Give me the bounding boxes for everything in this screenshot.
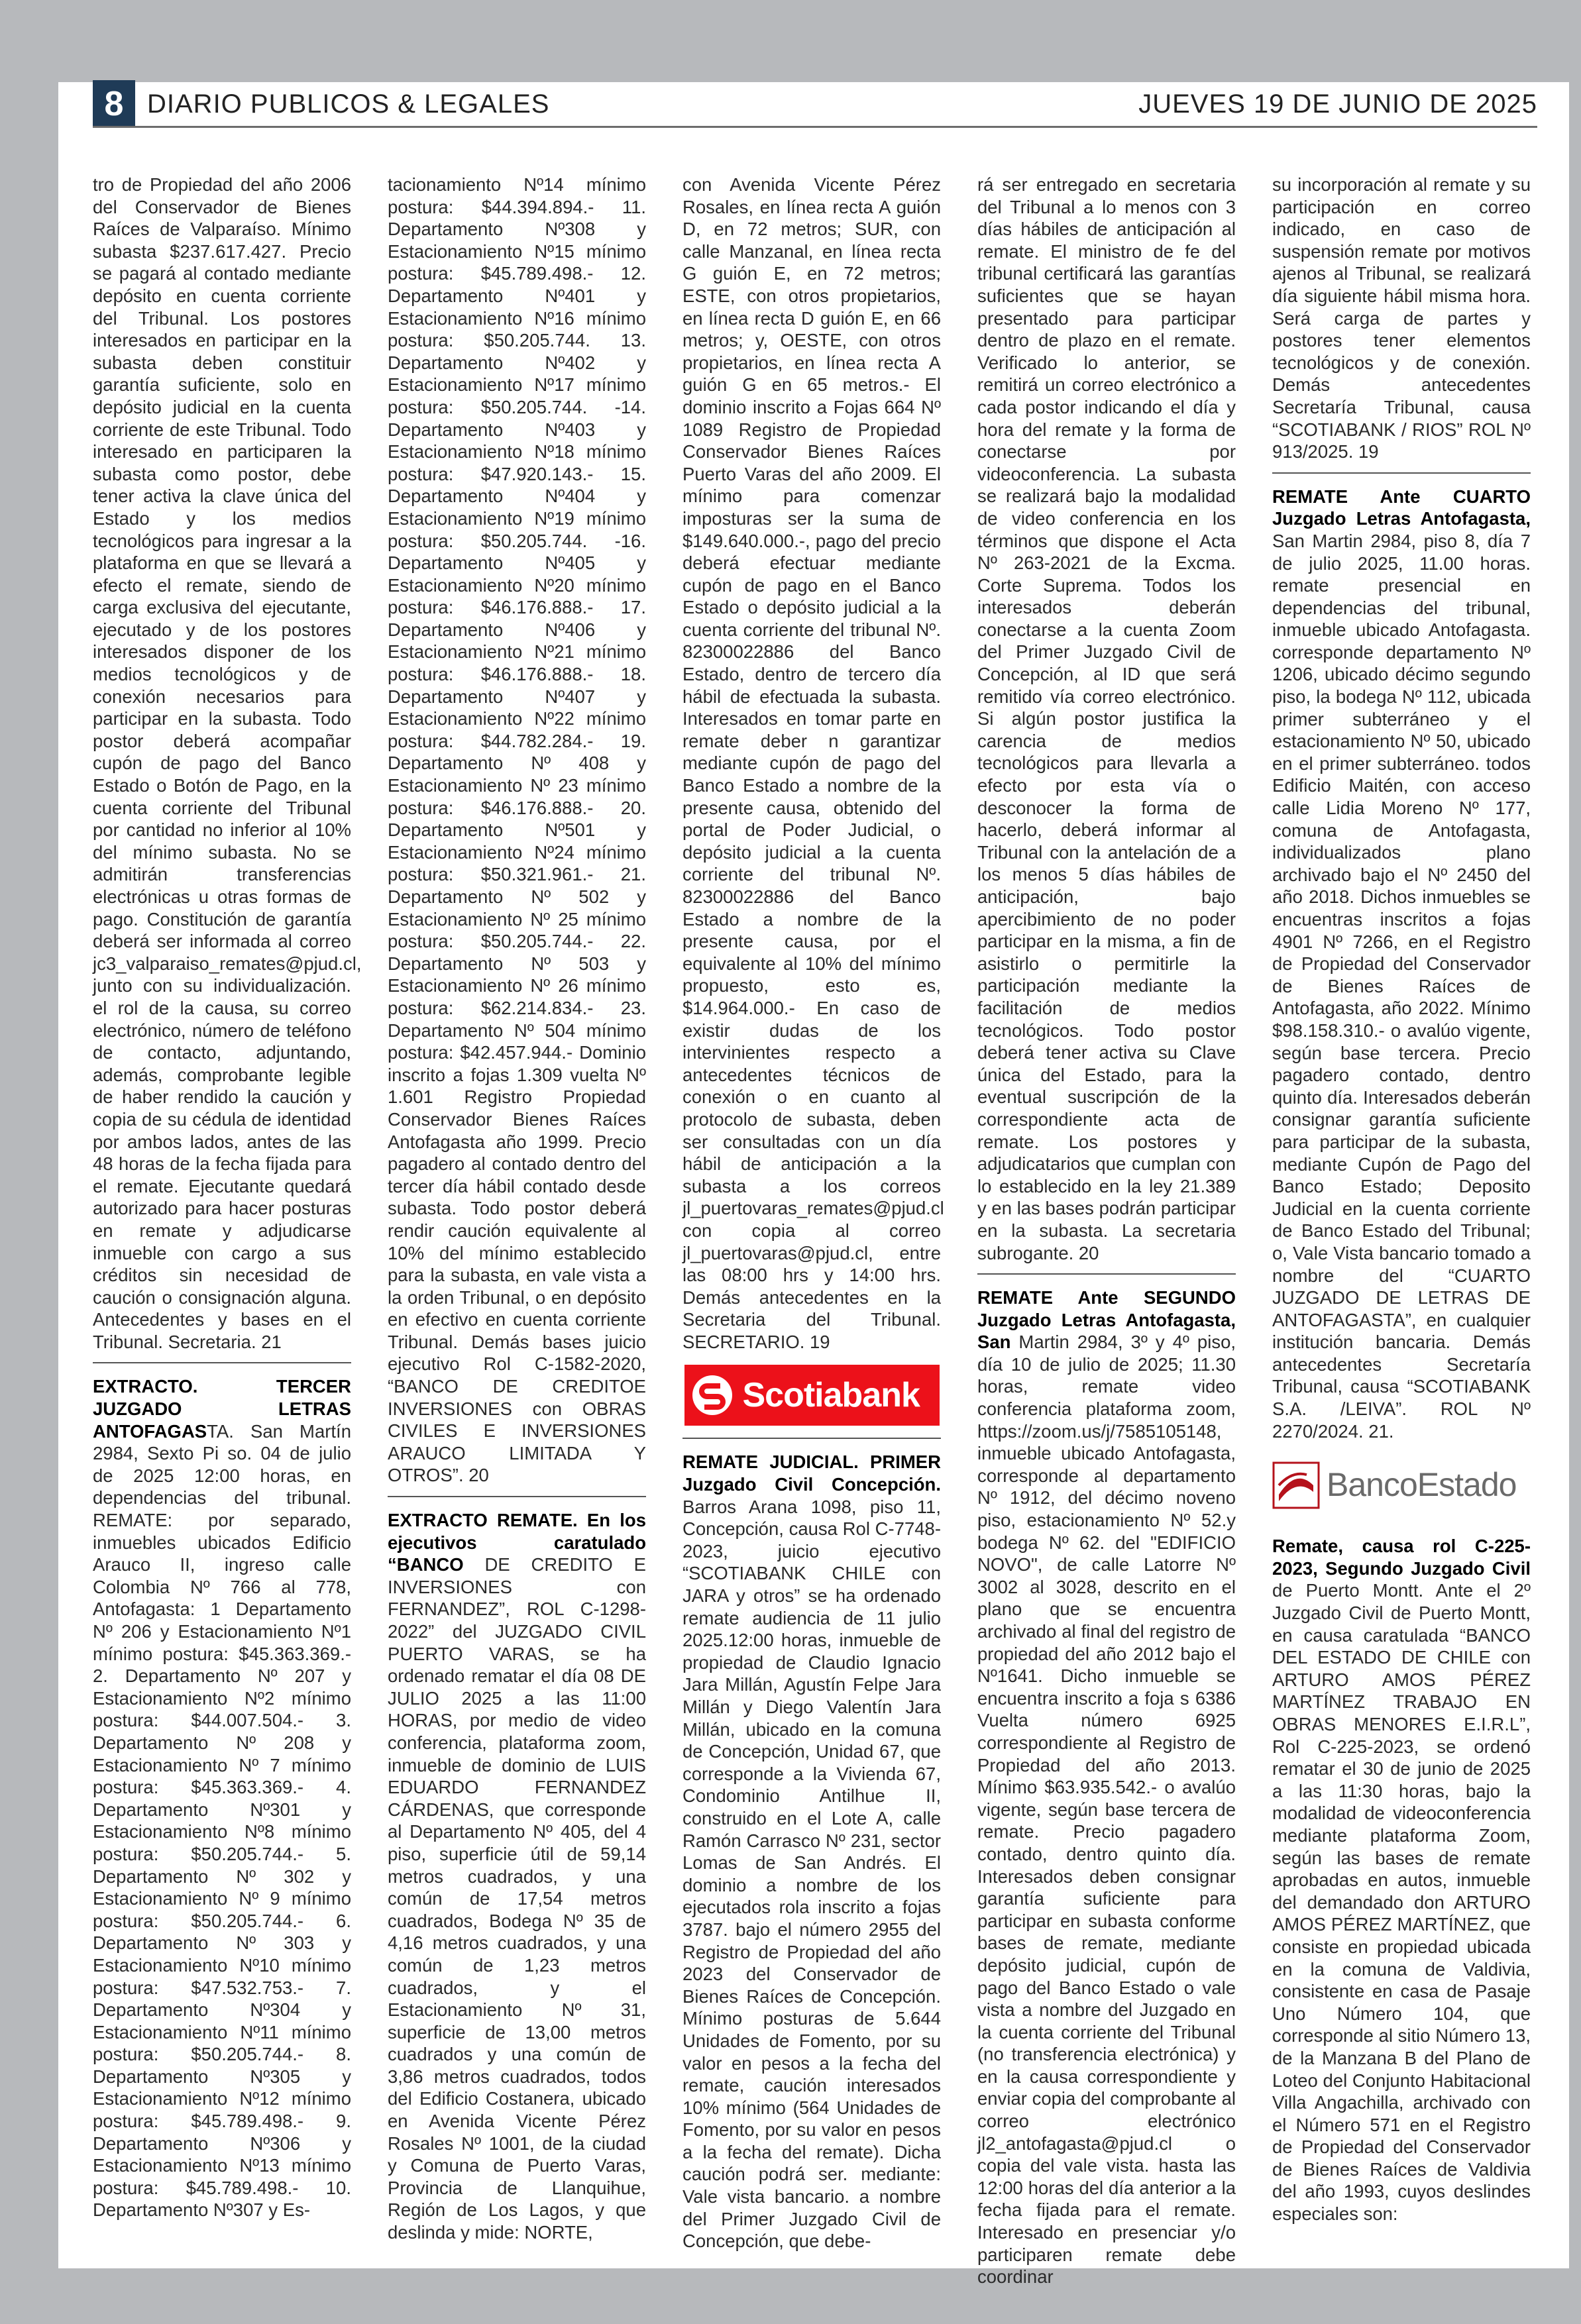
bancoestado-wordmark: BancoEstado xyxy=(1327,1466,1517,1504)
notice-segundo-juzgado xyxy=(977,1287,1236,2288)
scotiabank-logo xyxy=(684,1365,940,1426)
notice-remate-judicial xyxy=(682,1451,941,2252)
notice-body: San Martin 2984, piso 8, día 7 de julio 2025, 11.00 horas. remate presencial en dependencias del tribunal, inmueble ubicado Antofagasta. corresponde departamento Nº 1206, ubicado décimo segundo piso, la bodega Nº 112, ubicada primer subterráneo y el estacionamiento Nº 50, ubicado en el primer subterráneo. todos Edificio Maitén, con acceso calle Lidia Moreno Nº 177, comuna de Antofagasta, individualizados plano archivado bajo el Nº 2450 del año 2018. Dichos inmuebles se encuentras inscritos a fojas 4901 Nº 7266, en el Registro de Propiedad del Conservador de Bienes Raíces de Antofagasta, año 2022. Mínimo $98.158.310.- o avalúo vigente, según base tercera. Precio pagadero contado, dentro quinto día. Interesados deberán consignar garantía suficiente para participar de la subasta, mediante Cupón de Pago del Banco Estado; Deposito Judicial en la cuenta corriente de Banco Estado del Tribunal; o, Vale Vista bancario tomado a nombre del “CUARTO JUZGADO DE LETRAS DE ANTOFAGASTA”, en cualquier institución bancaria. Demás antecedentes Secretaría Tribunal, causa “SCOTIABANK S.A. /LEIVA”. ROL Nº 2270/2024. 21. xyxy=(1272,530,1531,1442)
notice-heading: EXTRACTO. TERCER JUZGADO LETRAS ANTOFAGAS xyxy=(93,1376,351,1442)
notice-body: TA. San Martín 2984, Sexto Pi so. 04 de julio de 2025 12:00 horas, en dependencias del tribunal. REMATE: por separado, inmuebles ubicados Edificio Arauco II, ingreso calle Colombia Nº 766 al 778, Antofagasta: 1 Departamento Nº 206 y Estacionamiento Nº1 mínimo postura: $45.363.369.- 2. Departamento Nº 207 y Estacionamiento Nº2 mínimo postura: $44.007.504.- 3. Departamento Nº 208 y Estacionamiento Nº 7 mínimo postura: $45.363.369.- 4. Departamento Nº301 y Estacionamiento Nº8 mínimo postura: $50.205.744.- 5. Departamento Nº 302 y Estacionamiento Nº 9 mínimo postura: $50.205.744.- 6. Departamento Nº 303 y Estacionamiento Nº10 mínimo postura: $47.532.753.- 7. Departamento Nº304 y Estacionamiento Nº11 mínimo postura: $50.205.744.- 8. Departamento Nº305 y Estacionamiento Nº12 mínimo postura: $45.789.498.- 9. Departamento Nº306 y Estacionamiento Nº13 mínimo postura: $45.789.498.- 10. Departamento Nº307 y Es- xyxy=(93,1420,351,2221)
issue-date: JUEVES 19 DE JUNIO DE 2025 xyxy=(1138,89,1537,119)
column-4 xyxy=(977,174,1236,2288)
column-5 xyxy=(1272,174,1531,2225)
column-1 xyxy=(93,174,362,2221)
continued-notice: rá ser entregado en secretaria del Tribunal a lo menos con 3 días hábiles de anticipación al remate. El ministro de fe del tribunal certificará las garantías suficientes que se hayan presentado para participar dentro de plazo en el remate. Verificado lo anterior, se remitirá un correo electrónico a cada postor indicando el día y hora del remate y la forma de conectarse por videoconferencia. La subasta se realizará bajo la modalidad de video conferencia en los términos que dispone el Acta Nº 263-2021 de la Excma. Corte Suprema. Todos los interesados deberán conectarse a la cuenta Zoom del Primer Juzgado Civil de Concepción, al ID que será remitido vía correo electrónico. Si algún postor justifica la carencia de medios tecnológicos para llevarla a efecto por esta vía o desconocer la forma de hacerlo, deberá informar al Tribunal con la antelación de a los menos 5 días hábiles de anticipación, bajo apercibimiento de no poder participar en la misma, a fin de asistirlo o permitirle la participación mediante la facilitación de medios tecnológicos. Todo postor deberá tener activa su Clave única del Estado, para la eventual suscripción de la correspondiente acta de remate. Los postores y adjudicatarios que cumplan con lo establecido en la ley 21.389 y en las bases podrán participar en la subasta. La secretaria subrogante. 20 xyxy=(977,174,1236,1263)
scotiabank-wordmark: Scotiabank xyxy=(742,1375,920,1414)
continued-notice: su incorporación al remate y su participación en correo indicado, en caso de suspensión remate por motivos ajenos al Tribunal, se realizará día siguiente hábil misma hora. Será carga de partes y postores tener elementos tecnológicos y de conexión. Demás antecedentes Secretaría Tribunal, causa “SCOTIABANK / RIOS” ROL Nº 913/2025. 19 xyxy=(1272,174,1531,462)
notice-tercer-juzgado xyxy=(93,1375,351,2221)
notice-body: DE CREDITO E INVERSIONES con FERNANDEZ”, ROL C-1298-2022” del JUZGADO CIVIL PUERTO VARAS, se ha ordenado rematar el día 08 DE JULIO 2025 a las 11:00 HORAS, por medio de video conferencia, plataforma zoom, inmueble de dominio de LUIS EDUARDO FERNANDEZ CÁRDENAS, que corresponde al Departamento Nº 405, del 4 piso, superficie útil de 59,14 metros cuadrados, y una común de 17,54 metros cuadrados, Bodega Nº 35 de 4,16 metros cuadrados, y una común de 1,23 metros cuadrados, y el Estacionamiento Nº 31, superficie de 13,00 metros cuadrados y una común de 3,86 metros cuadrados, todos del Edificio Costanera, ubicado en Avenida Vicente Pérez Rosales Nº 1001, de la ciudad y Comuna de Puerto Varas, Provincia de Llanquihue, Región de Los Lagos, y que deslinda y mide: NORTE, xyxy=(388,1554,646,2243)
bancoestado-emblem-icon xyxy=(1272,1461,1320,1509)
notice-heading: EXTRACTO REMATE. En los ejecutivos caratulado “BANCO xyxy=(388,1510,646,1575)
continued-notice: tro de Propiedad del año 2006 del Conservador de Bienes Raíces de Valparaíso. Mínimo subasta $237.617.427. Precio se pagará al contado mediante depósito en cuenta corriente del Tribunal. Los postores interesados en participar en la subasta deben constituir garantía suficiente, solo en depósito judicial en la cuenta corriente de este Tribunal. Todo interesado en participaren la subasta como postor, debe tener activa la clave única del Estado y los medios tecnológicos para ingresar a la plataforma en que se llevará a efecto el remate, siendo de carga exclusiva del ejecutante, ejecutado y de los postores interesados disponer de los medios tecnológicos y de conexión necesarios para participar en la subasta. Todo postor deberá acompañar cupón de pago del Banco Estado o Botón de Pago, en la cuenta corriente del Tribunal por cantidad no inferior al 10% del mínimo subasta. No se admitirán transferencias electrónicas u otras formas de pago. Constitución de garantía deberá ser informada al correo jc3_valparaiso_remates@pjud.cl, junto con su individualización. el rol de la causa, su correo electrónico, número de teléfono de contacto, adjuntando, además, comprobante legible de haber rendido la caución y copia de su cédula de identidad por ambos lados, antes de las 48 horas de la fecha fijada para el remate. Ejecutante quedará autorizado para hacer posturas en remate y adjudicarse inmueble con cargo a sus créditos sin necesidad de caución o consignación alguna. Antecedentes y bases en el Tribunal. Secretaria. 21 xyxy=(93,174,362,1352)
column-3 xyxy=(682,174,944,2252)
notice-divider xyxy=(682,1438,941,1439)
column-2 xyxy=(388,174,646,2244)
masthead xyxy=(93,83,1537,125)
header-rule xyxy=(93,126,1537,128)
notice-divider xyxy=(93,1362,351,1363)
continued-notice: con Avenida Vicente Pérez Rosales, en línea recta A guión D, en 72 metros; SUR, con calle Manzanal, en línea recta G guión E, en 72 metros; ESTE, con otros propietarios, en línea recta D guión E, en 66 metros; y, OESTE, con otros propietarios, en línea recta A guión G en 65 metros.- El dominio inscrito a Fojas 664 Nº 1089 Registro de Propiedad Conservador Bienes Raíces Puerto Varas del año 2009. El mínimo para comenzar imposturas ser la suma de $149.640.000.-, pago del precio deberá efectuar mediante cupón de pago en el Banco Estado o depósito judicial a la cuenta corriente del tribunal Nº. 82300022886 del Banco Estado, dentro de tercero día hábil de efectuada la subasta. Interesados en tomar parte en remate deber n garantizar mediante cupón de pago del Banco Estado a nombre de la presente causa, obtenido del portal de Poder Judicial, o depósito judicial a la cuenta corriente del tribunal Nº. 82300022886 del Banco Estado a nombre de la presente causa, por el equivalente al 10% del mínimo propuesto, esto es, $14.964.000.- En caso de existir dudas de los intervinientes respecto a antecedentes técnicos de conexión o en cuanto al protocolo de subasta, deben ser consultadas con un día hábil de anticipación a la subasta a los correos jl_puertovaras_remates@pjud.cl con copia al correo jl_puertovaras@pjud.cl, entre las 08:00 hrs y 14:00 hrs. Demás antecedentes en la Secretaria del Tribunal. SECRETARIO. 19 xyxy=(682,174,944,1352)
continued-notice: tacionamiento Nº14 mínimo postura: $44.394.894.- 11. Departamento Nº308 y Estacionamiento Nº15 mínimo postura: $45.789.498.- 12. Departamento Nº401 y Estacionamiento Nº16 mínimo postura: $50.205.744. 13. Departamento Nº402 y Estacionamiento Nº17 mínimo postura: $50.205.744. -14. Departamento Nº403 y Estacionamiento Nº18 mínimo postura: $47.920.143.- 15. Departamento Nº404 y Estacionamiento Nº19 mínimo postura: $50.205.744. -16. Departamento Nº405 y Estacionamiento Nº20 mínimo postura: $46.176.888.- 17. Departamento Nº406 y Estacionamiento Nº21 mínimo postura: $46.176.888.- 18. Departamento Nº407 y Estacionamiento Nº22 mínimo postura: $44.782.284.- 19. Departamento Nº 408 y Estacionamiento Nº 23 mínimo postura: $46.176.888.- 20. Departamento Nº501 y Estacionamiento Nº24 mínimo postura: $50.321.961.- 21. Departamento Nº 502 y Estacionamiento Nº 25 mínimo postura: $50.205.744.- 22. Departamento Nº 503 y Estacionamiento Nº 26 mínimo postura: $62.214.834.- 23. Departamento Nº 504 mínimo postura: $42.457.944.- Dominio inscrito a fojas 1.309 vuelta Nº 1.601 Registro Propiedad Conservador Bienes Raíces Antofagasta año 1999. Precio pagadero al contado dentro del tercer día hábil contado desde subasta. Todo postor deberá rendir caución equivalente al 10% del mínimo establecido para la subasta, en vale vista a la orden Tribunal, o en depósito en efectivo en cuenta corriente Tribunal. Demás bases juicio ejecutivo Rol C-1582-2020, “BANCO DE CREDITOE INVERSIONES con OBRAS CIVILES E INVERSIONES ARAUCO LIMITADA Y OTROS”. 20 xyxy=(388,174,646,1486)
notice-heading: REMATE Ante CUARTO Juzgado Letras Antofagasta, xyxy=(1272,486,1531,529)
scotiabank-s-icon xyxy=(691,1374,734,1416)
notice-segundo-juzgado-civil-puerto-montt xyxy=(1272,1535,1531,2225)
notice-heading: REMATE Ante SEGUNDO Juzgado Letras Antofagasta, San xyxy=(977,1287,1236,1353)
notice-body: de Puerto Montt. Ante el 2º Juzgado Civil de Puerto Montt, en causa caratulada “BANCO DEL ESTADO DE CHILE con ARTURO AMOS PÉREZ MARTÍNEZ TRABAJO EN OBRAS MENORES E.I.R.L”, Rol C-225-2023, se ordenó rematar el 30 de junio de 2025 a las 11:30 horas, bajo la modalidad de videoconferencia mediante plataforma Zoom, según las bases de remate aprobadas en autos, inmueble del demandado don ARTURO AMOS PÉREZ MARTÍNEZ, que consiste en propiedad ubicada en la comuna de Valdivia, consistente en casa de Pasaje Uno Número 104, que corresponde al sitio Número 13, de la Manzana B del Plano de Loteo del Conjunto Habitacional Villa Angachilla, archivado con el Número 571 en el Registro de Propiedad del Conservador de Bienes Raíces de Valdivia del año 1993, cuyos deslindes especiales son: xyxy=(1272,1580,1531,2225)
notice-divider xyxy=(1272,472,1531,474)
notice-divider xyxy=(977,1273,1236,1275)
publication-title: DIARIO PUBLICOS & LEGALES xyxy=(147,89,550,119)
page-number: 8 xyxy=(93,80,135,128)
notice-heading: Remate, causa rol C-225-2023, Segundo Juzgado Civil xyxy=(1272,1536,1531,1579)
notice-heading: REMATE JUDICIAL. PRIMER Juzgado Civil Concepción. xyxy=(682,1452,941,1495)
notice-divider xyxy=(388,1496,646,1497)
bancoestado-logo xyxy=(1272,1455,1531,1515)
notice-extracto-remate xyxy=(388,1509,646,2244)
notice-body: Barros Arana 1098, piso 11, Concepción, causa Rol C-7748-2023, juicio ejecutivo “SCOTIABANK CHILE con JARA y otros” se ha ordenado remate audiencia de 11 julio 2025.12:00 horas, inmueble de propiedad de Claudio Ignacio Jara Millán, Agustín Felpe Jara Millán y Diego Valentín Jara Millán, ubicado en la comuna de Concepción, Unidad 67, que corresponde a la Vivienda 67, Condominio Antilhue II, construido en el Lote A, calle Ramón Carrasco Nº 231, sector Lomas de San Andrés. El dominio a nombre de los ejecutados rola inscrito a fojas 3787. bajo el número 2955 del Registro de Propiedad del año 2023 del Conservador de Bienes Raíces de Concepción. Mínimo posturas de 5.644 Unidades de Fomento, por su valor en pesos a la fecha del remate, caución interesados 10% mínimo (564 Unidades de Fomento, por su valor en pesos a la fecha del remate). Dicha caución podrá ser. mediante: Vale vista bancario. a nombre del Primer Juzgado Civil de Concepción, que debe- xyxy=(682,1496,941,2252)
notice-cuarto-juzgado xyxy=(1272,486,1531,1443)
notice-body: Martin 2984, 3º y 4º piso, día 10 de julio de 2025; 11.30 horas, remate video conferencia plataforma zoom, https://zoom.us/j/7585105148, inmueble ubicado Antofagasta, corresponde al departamento Nº 1912, del décimo noveno piso, estacionamiento Nº 52.y bodega Nº 62. del "EDIFICIO NOVO", de calle Latorre Nº 3002 al 3028, descrito en el plano que se encuentra archivado al final del registro de propiedad del año 2012 bajo el Nº1641. Dicho inmueble se encuentra inscrito a foja s 6386 Vuelta número 6925 correspondiente al Registro de Propiedad del año 2013. Mínimo $63.935.542.- o avalúo vigente, según base tercera de remate. Precio pagadero contado, dentro quinto día. Interesados deben consignar garantía suficiente para participar en subasta conforme bases de remate, mediante depósito judicial, cupón de pago del Banco Estado o vale vista a nombre del Juzgado en la cuenta corriente del Tribunal (no transferencia electrónica) y en la causa correspondiente y enviar copia del comprobante al correo electrónico jl2_antofagasta@pjud.cl o copia del vale vista. hasta las 12:00 horas del día anterior a la fecha fijada para el remate. Interesado en presenciar y/o participaren remate debe coordinar xyxy=(977,1332,1236,2288)
